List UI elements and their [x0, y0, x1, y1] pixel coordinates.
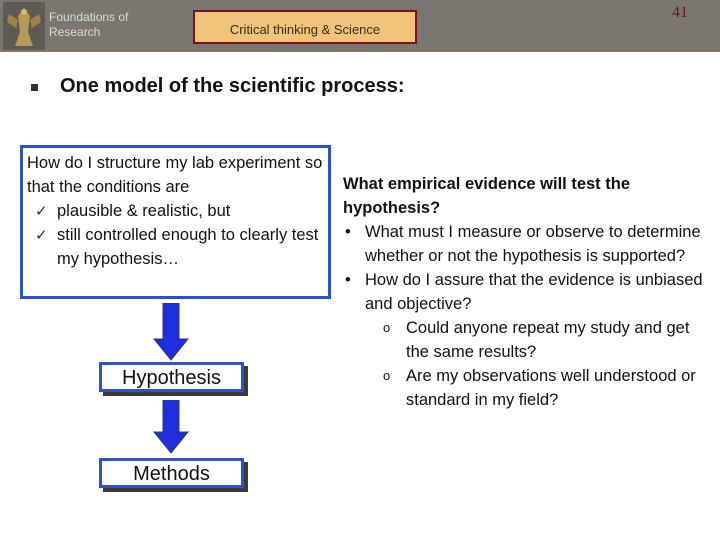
evidence-subitem: [343, 364, 708, 412]
methods-label: Methods: [133, 463, 210, 485]
herald-emblem-icon: [3, 2, 45, 50]
bullet-dot-icon: •: [345, 271, 351, 289]
methods-box: [99, 458, 244, 488]
circle-bullet-icon: o: [383, 368, 391, 383]
section-tab: [193, 10, 417, 44]
hypothesis-label: Hypothesis: [122, 367, 221, 389]
evidence-subitem-text: Are my observations well understood or standard in my field?: [406, 367, 696, 409]
evidence-section: [343, 172, 708, 412]
evidence-subitem: [343, 316, 708, 364]
checkmark-icon: ✓: [35, 202, 48, 220]
evidence-item: [343, 268, 708, 316]
question-item-text: still controlled enough to clearly test my hypothesis…: [57, 226, 319, 268]
slide-header: [0, 0, 720, 52]
hypothesis-box: [99, 362, 244, 392]
evidence-subitem-text: Could anyone repeat my study and get the same results?: [406, 319, 690, 361]
page-number: 41: [672, 4, 688, 21]
slide-title: One model of the scientific process:: [60, 75, 405, 97]
section-tab-label: Critical thinking & Science: [229, 22, 381, 37]
question-intro: How do I structure my lab experiment so that the conditions are: [27, 154, 323, 196]
down-arrow-icon: [153, 400, 189, 454]
evidence-item: [343, 220, 708, 268]
down-arrow-icon: [153, 303, 189, 361]
evidence-item-text: How do I assure that the evidence is unbiased and objective?: [365, 271, 703, 313]
question-item: [27, 223, 324, 271]
course-title: Foundations of Research: [49, 10, 129, 39]
checkmark-icon: ✓: [35, 226, 48, 244]
evidence-heading: What empirical evidence will test the hypothesis?: [343, 175, 631, 217]
question-box: [20, 145, 331, 299]
bullet-dot-icon: •: [345, 223, 351, 241]
evidence-item-text: What must I measure or observe to determine whether or not the hypothesis is supported?: [365, 223, 701, 265]
question-item-text: plausible & realistic, but: [57, 202, 231, 220]
question-item: [27, 199, 324, 223]
circle-bullet-icon: o: [383, 320, 391, 335]
square-bullet-icon: [31, 84, 38, 91]
